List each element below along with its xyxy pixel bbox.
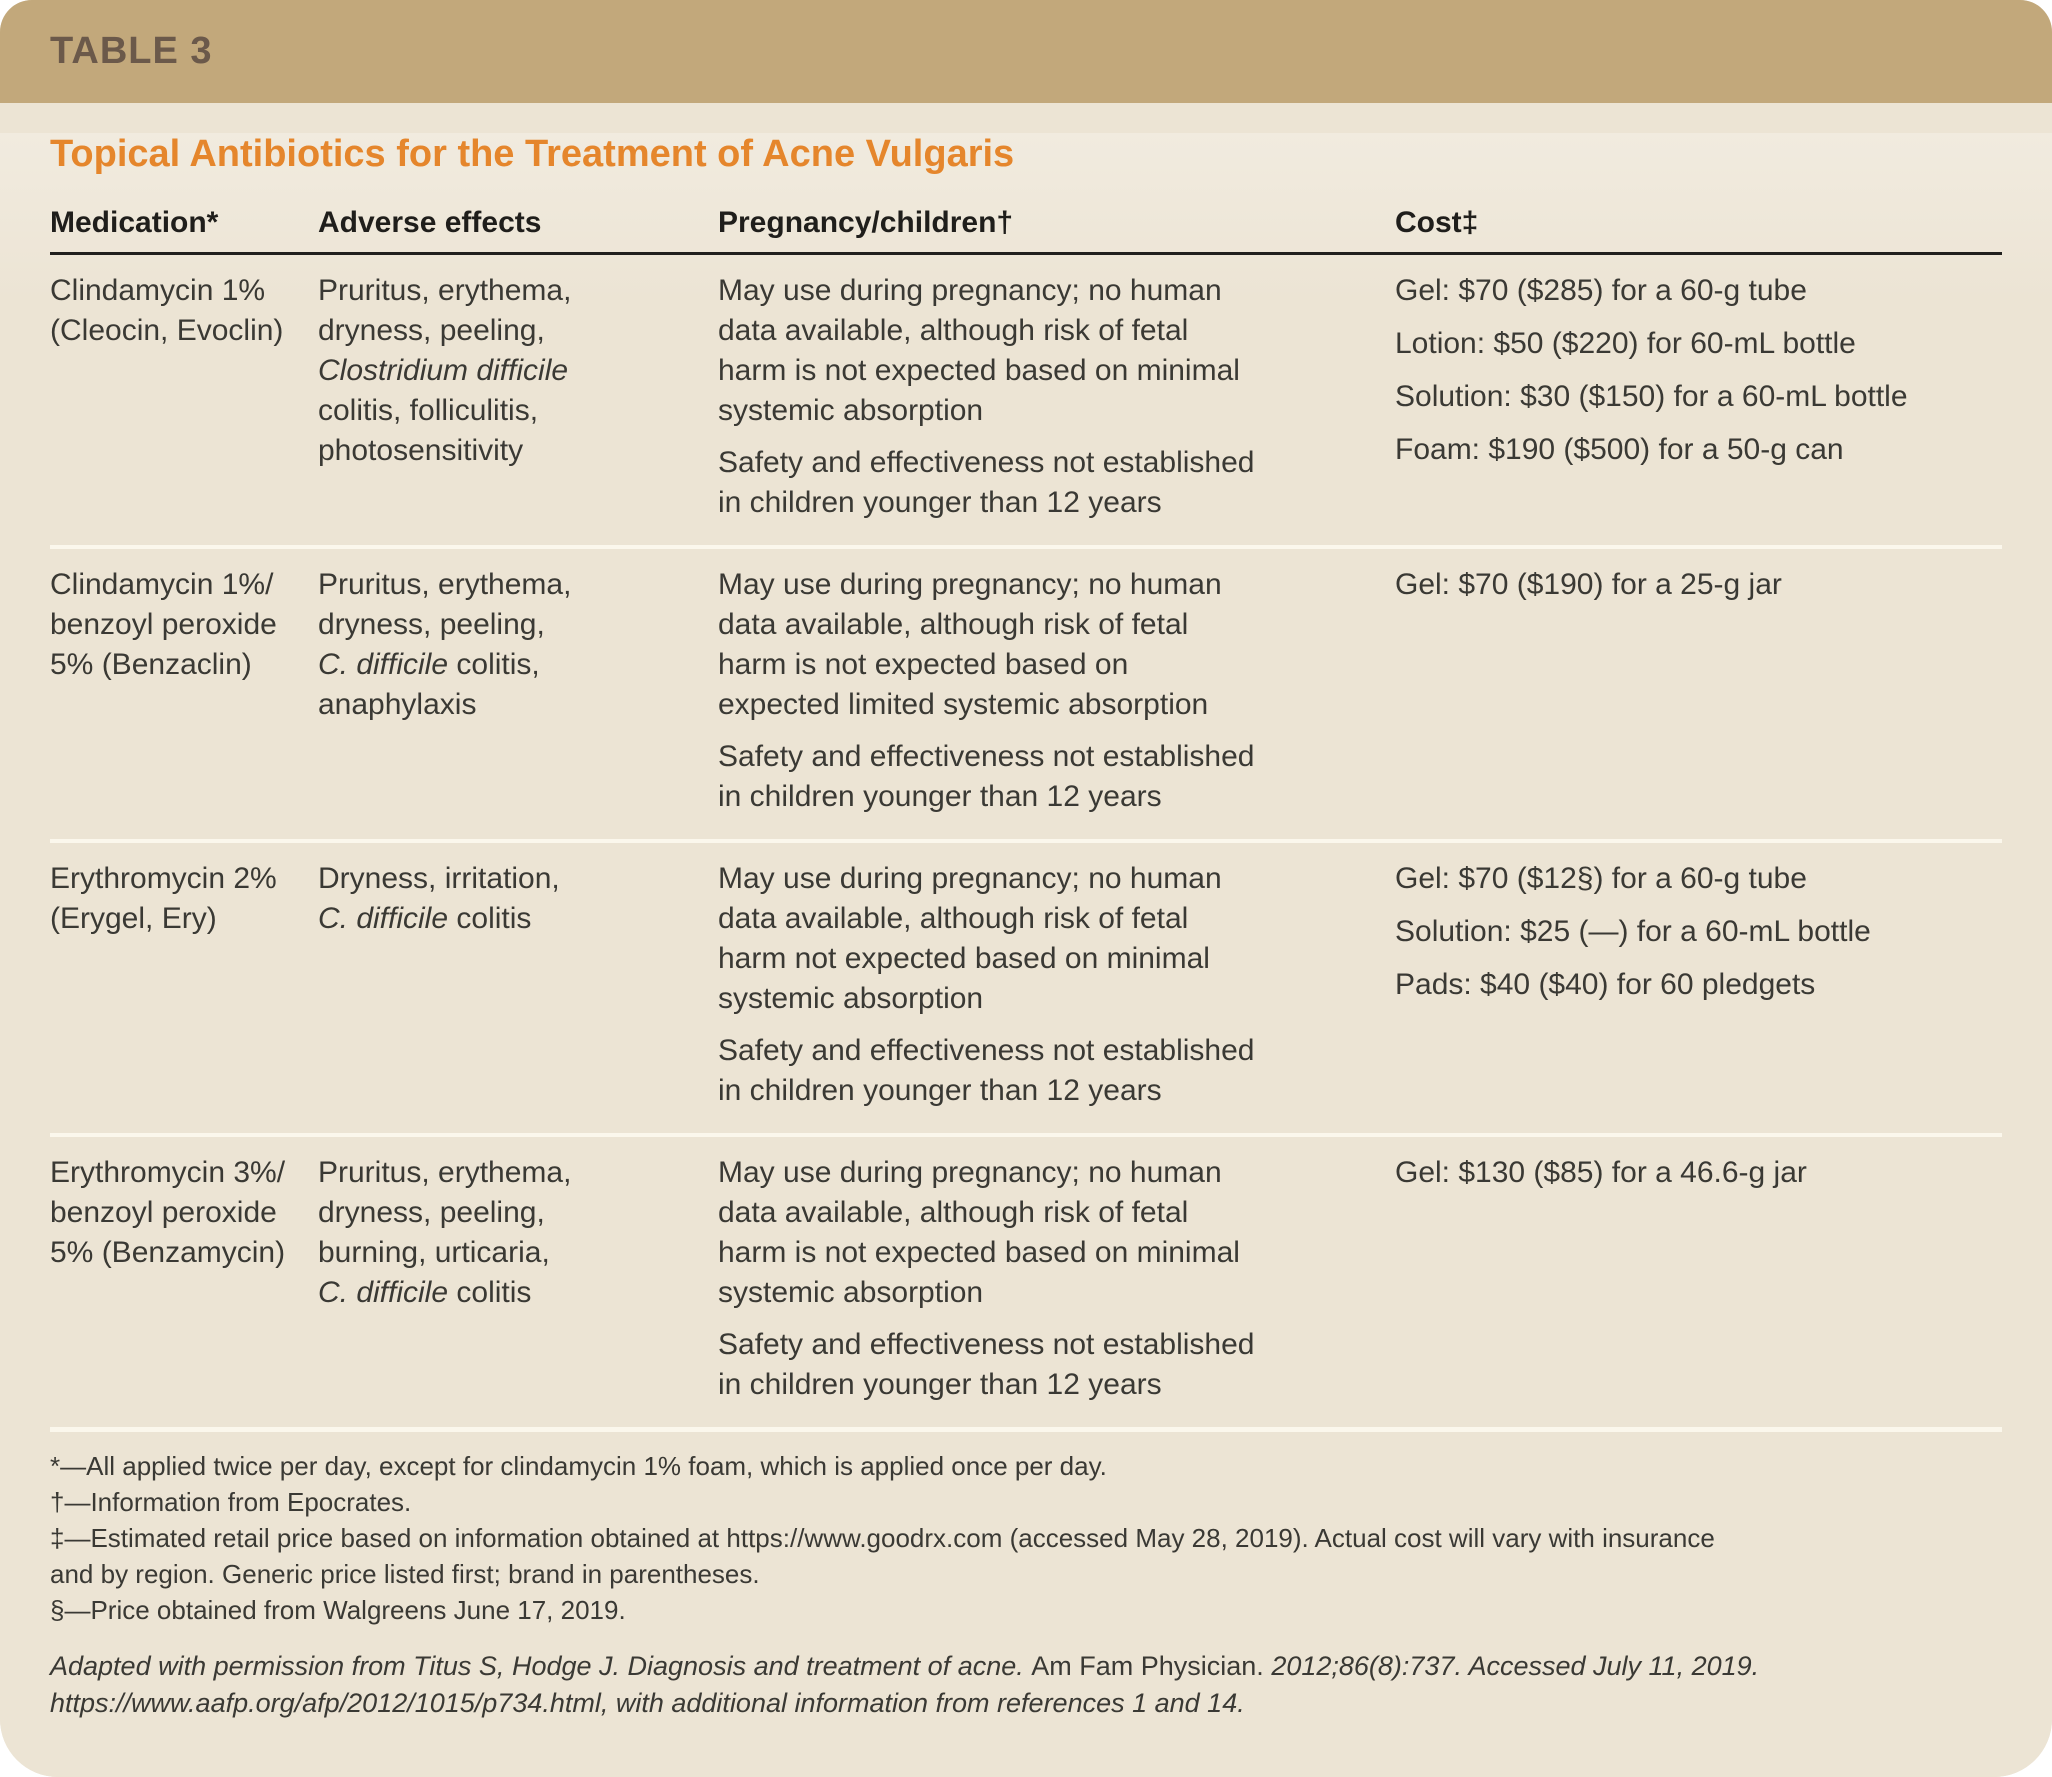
italic-text-segment: https://www.aafp.org/afp/2012/1015/p734.html, with additional information from references 1 and 14. xyxy=(50,1688,1245,1718)
text-line xyxy=(318,605,694,645)
text-segment: anaphylaxis xyxy=(318,688,477,721)
text-line: May use during pregnancy; no human xyxy=(718,862,1222,895)
text-line xyxy=(318,685,694,725)
text-line: expected limited systemic absorption xyxy=(718,688,1209,721)
table-row xyxy=(50,1133,2002,1427)
footnote-line: ‡—Estimated retail price based on information obtained at https://www.goodrx.com (accessed May 28, 2019). Actual cost will vary with insurance xyxy=(50,1523,1715,1553)
pregnancy-paragraph xyxy=(718,271,1371,431)
text-segment: dryness, peeling, xyxy=(318,314,545,347)
text-line: harm is not expected based on minimal xyxy=(718,1236,1240,1269)
italic-text-segment: C. difficile xyxy=(318,648,449,681)
text-line xyxy=(318,1233,694,1273)
italic-text-segment: C. difficile xyxy=(318,902,449,935)
cost-cell xyxy=(1395,565,2002,817)
text-line: Erythromycin 2% xyxy=(50,862,277,895)
medication-cell xyxy=(50,1153,318,1405)
text-segment: Pruritus, erythema, xyxy=(318,274,572,307)
table-row xyxy=(50,839,2002,1133)
table-label: TABLE 3 xyxy=(50,30,213,72)
text-line xyxy=(318,1273,694,1313)
italic-text-segment: 2012;86(8):737. Accessed July 11, 2019. xyxy=(1263,1651,1760,1681)
text-line: data available, although risk of fetal xyxy=(718,1196,1189,1229)
table-content-area xyxy=(0,133,2052,1777)
text-line: in children younger than 12 years xyxy=(718,1368,1162,1401)
text-line xyxy=(318,565,694,605)
text-line: May use during pregnancy; no human xyxy=(718,568,1222,601)
text-line: Erythromycin 3%/ xyxy=(50,1156,286,1189)
footnote-line: §—Price obtained from Walgreens June 17, 2019. xyxy=(50,1595,626,1625)
text-line: harm is not expected based on minimal xyxy=(718,354,1240,387)
italic-text-segment: C. difficile xyxy=(318,1276,449,1309)
cost-line: Gel: $130 ($85) for a 46.6-g jar xyxy=(1395,1156,1807,1189)
citation-line xyxy=(50,1648,2002,1685)
footnote-line: and by region. Generic price listed first; brand in parentheses. xyxy=(50,1559,760,1589)
table-rows xyxy=(50,255,2002,1427)
pregnancy-children-cell xyxy=(718,271,1395,523)
pregnancy-paragraph xyxy=(718,859,1371,1019)
column-header-medication: Medication* xyxy=(50,206,219,239)
text-segment: Dryness, irritation, xyxy=(318,862,560,895)
text-segment: Pruritus, erythema, xyxy=(318,1156,572,1189)
text-segment: photosensitivity xyxy=(318,434,524,467)
cost-line: Gel: $70 ($285) for a 60-g tube xyxy=(1395,274,1807,307)
text-line xyxy=(318,351,694,391)
pregnancy-paragraph xyxy=(718,1325,1371,1405)
text-line: Clindamycin 1%/ xyxy=(50,568,274,601)
text-line: data available, although risk of fetal xyxy=(718,314,1189,347)
text-line: in children younger than 12 years xyxy=(718,486,1162,519)
pregnancy-paragraph xyxy=(718,565,1371,725)
text-line: benzoyl peroxide xyxy=(50,1196,277,1229)
text-line: May use during pregnancy; no human xyxy=(718,274,1222,307)
column-header-cost: Cost‡ xyxy=(1395,206,1479,239)
cost-line: Lotion: $50 ($220) for 60-mL bottle xyxy=(1395,327,1856,360)
pregnancy-paragraph xyxy=(718,1031,1371,1111)
column-header-adverse-effects: Adverse effects xyxy=(318,206,542,239)
text-line xyxy=(318,431,694,471)
text-line xyxy=(318,311,694,351)
medication-cell xyxy=(50,859,318,1111)
text-line: data available, although risk of fetal xyxy=(718,608,1189,641)
text-line xyxy=(318,899,694,939)
cost-cell xyxy=(1395,1153,2002,1405)
pregnancy-paragraph xyxy=(718,443,1371,523)
text-segment: dryness, peeling, xyxy=(318,608,545,641)
cost-line: Gel: $70 ($190) for a 25-g jar xyxy=(1395,568,1782,601)
text-line: in children younger than 12 years xyxy=(718,780,1162,813)
text-line: Safety and effectiveness not established xyxy=(718,740,1255,773)
pregnancy-paragraph xyxy=(718,1153,1371,1313)
footnotes xyxy=(50,1427,2002,1628)
text-segment: colitis xyxy=(448,902,532,935)
cost-line: Foam: $190 ($500) for a 50-g can xyxy=(1395,433,1844,466)
citation-line xyxy=(50,1685,2002,1722)
text-segment: burning, urticaria, xyxy=(318,1236,550,1269)
italic-text-segment: Adapted with permission from Titus S, Hodge J. Diagnosis and treatment of acne. xyxy=(50,1651,1032,1681)
footnote-line: †—Information from Epocrates. xyxy=(50,1487,412,1517)
table-header-bar xyxy=(0,0,2052,103)
adverse-effects-cell xyxy=(318,1153,718,1405)
text-line: Clindamycin 1% xyxy=(50,274,266,307)
text-line: systemic absorption xyxy=(718,982,984,1015)
cost-line: Solution: $25 (—) for a 60-mL bottle xyxy=(1395,915,1871,948)
cost-cell xyxy=(1395,859,2002,1111)
text-segment: Am Fam Physician. xyxy=(1031,1651,1264,1681)
pregnancy-children-cell xyxy=(718,1153,1395,1405)
table-title: Topical Antibiotics for the Treatment of Acne Vulgaris xyxy=(50,133,1015,175)
pregnancy-children-cell xyxy=(718,565,1395,817)
italic-text-segment: Clostridium difficile xyxy=(318,354,569,387)
text-line: benzoyl peroxide xyxy=(50,608,277,641)
cost-line: Solution: $30 ($150) for a 60-mL bottle xyxy=(1395,380,1908,413)
citation xyxy=(50,1648,2002,1752)
cost-line: Pads: $40 ($40) for 60 pledgets xyxy=(1395,968,1816,1001)
column-header-pregnancy-children: Pregnancy/children† xyxy=(718,206,1014,239)
text-line xyxy=(318,645,694,685)
text-segment: colitis, folliculitis, xyxy=(318,394,539,427)
text-line: May use during pregnancy; no human xyxy=(718,1156,1222,1189)
text-segment: colitis xyxy=(448,1276,532,1309)
adverse-effects-cell xyxy=(318,565,718,817)
text-line xyxy=(318,391,694,431)
footnote-line: *—All applied twice per day, except for clindamycin 1% foam, which is applied once per day. xyxy=(50,1451,1107,1481)
pregnancy-children-cell xyxy=(718,859,1395,1111)
adverse-effects-cell xyxy=(318,271,718,523)
text-line: harm is not expected based on xyxy=(718,648,1129,681)
cost-line: Gel: $70 ($12§) for a 60-g tube xyxy=(1395,862,1807,895)
text-line: 5% (Benzaclin) xyxy=(50,648,252,681)
text-line xyxy=(318,1153,694,1193)
text-line: in children younger than 12 years xyxy=(718,1074,1162,1107)
text-line: Safety and effectiveness not established xyxy=(718,446,1255,479)
medication-cell xyxy=(50,565,318,817)
text-line xyxy=(318,271,694,311)
text-segment: dryness, peeling, xyxy=(318,1196,545,1229)
text-line: harm not expected based on minimal xyxy=(718,942,1210,975)
text-line: systemic absorption xyxy=(718,394,984,427)
pregnancy-paragraph xyxy=(718,737,1371,817)
text-line: Safety and effectiveness not established xyxy=(718,1328,1255,1361)
adverse-effects-cell xyxy=(318,859,718,1111)
medication-cell xyxy=(50,271,318,523)
text-line: data available, although risk of fetal xyxy=(718,902,1189,935)
cost-cell xyxy=(1395,271,2002,523)
table-row xyxy=(50,255,2002,545)
text-segment: colitis, xyxy=(448,648,540,681)
text-line: systemic absorption xyxy=(718,1276,984,1309)
column-header-row xyxy=(50,206,2002,255)
text-segment: Pruritus, erythema, xyxy=(318,568,572,601)
text-line: (Erygel, Ery) xyxy=(50,902,217,935)
text-line: Safety and effectiveness not established xyxy=(718,1034,1255,1067)
table-row xyxy=(50,545,2002,839)
text-line: 5% (Benzamycin) xyxy=(50,1236,286,1269)
text-line: (Cleocin, Evoclin) xyxy=(50,314,284,347)
text-line xyxy=(318,1193,694,1233)
text-line xyxy=(318,859,694,899)
